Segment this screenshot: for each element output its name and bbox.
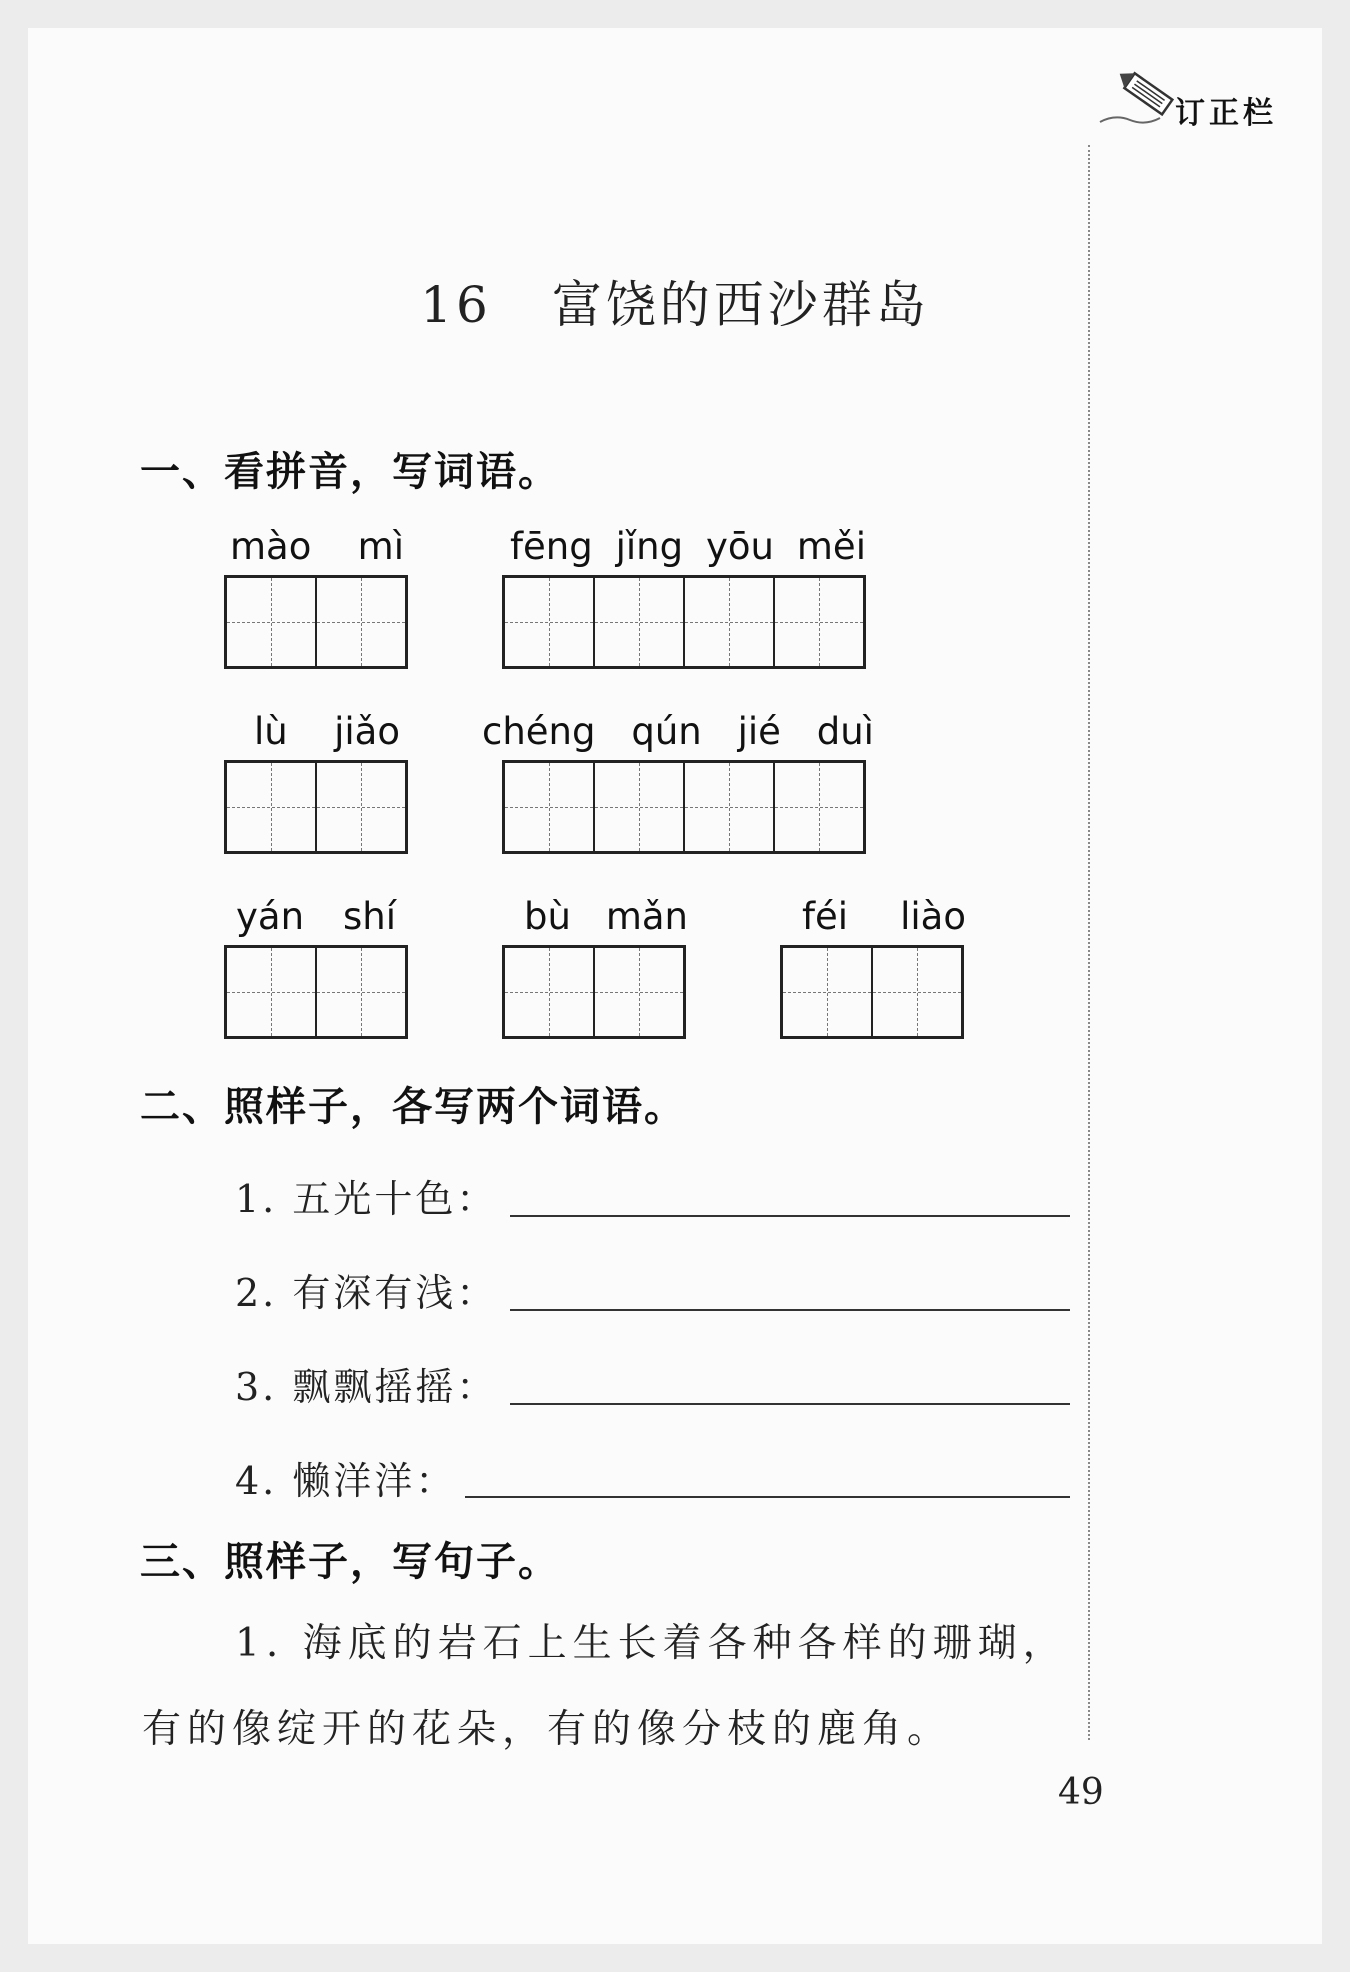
writing-box[interactable]	[593, 948, 683, 1036]
writing-box[interactable]	[871, 948, 961, 1036]
writing-grid[interactable]	[502, 575, 866, 669]
pencil-icon	[1095, 70, 1185, 130]
writing-grid[interactable]	[780, 945, 964, 1039]
pinyin-row: bù mǎn	[524, 895, 688, 938]
section-2-heading: 二、照样子，各写两个词语。	[140, 1084, 686, 1130]
item-4-label: 4. 懒洋洋：	[235, 1459, 457, 1503]
answer-line-3[interactable]	[510, 1403, 1070, 1405]
writing-box[interactable]	[593, 763, 683, 851]
writing-box[interactable]	[505, 763, 593, 851]
writing-grid[interactable]	[224, 945, 408, 1039]
pinyin-row: lù jiǎo	[254, 710, 400, 753]
writing-grid[interactable]	[224, 760, 408, 854]
pinyin-row: chéng qún jié duì	[482, 710, 874, 753]
section-1-heading: 一、看拼音，写词语。	[140, 449, 560, 495]
lesson-title	[0, 265, 1350, 337]
answer-line-2[interactable]	[510, 1309, 1070, 1311]
page-number: 49	[1058, 1772, 1104, 1813]
writing-box[interactable]	[315, 578, 405, 666]
writing-box[interactable]	[783, 948, 871, 1036]
writing-box[interactable]	[683, 578, 773, 666]
writing-box[interactable]	[227, 948, 315, 1036]
correction-column-label: 订正栏	[1175, 96, 1277, 131]
lesson-name: 富饶的西沙群岛	[551, 276, 930, 334]
writing-grid[interactable]	[502, 760, 866, 854]
pinyin-row: yán shí	[236, 895, 396, 938]
writing-box[interactable]	[505, 578, 593, 666]
writing-box[interactable]	[315, 763, 405, 851]
writing-box[interactable]	[683, 763, 773, 851]
lesson-number: 16	[420, 276, 492, 334]
correction-column-divider	[1088, 145, 1090, 1740]
example-sentence-line-1: 1. 海底的岩石上生长着各种各样的珊瑚，	[235, 1621, 1068, 1666]
answer-line-4[interactable]	[465, 1496, 1070, 1498]
writing-box[interactable]	[505, 948, 593, 1036]
pinyin-row: fēng jǐng yōu měi	[510, 525, 866, 568]
writing-grid[interactable]	[224, 575, 408, 669]
answer-line-1[interactable]	[510, 1215, 1070, 1217]
writing-grid[interactable]	[502, 945, 686, 1039]
writing-box[interactable]	[773, 763, 863, 851]
pinyin-row: féi liào	[802, 895, 966, 938]
item-1-label: 1. 五光十色：	[235, 1177, 498, 1221]
correction-column-header	[1095, 70, 1325, 140]
item-3-label: 3. 飘飘摇摇：	[235, 1365, 498, 1409]
writing-box[interactable]	[593, 578, 683, 666]
pinyin-row: mào mì	[230, 525, 404, 568]
item-2-label: 2. 有深有浅：	[235, 1271, 498, 1315]
example-sentence-line-2: 有的像绽开的花朵，有的像分枝的鹿角。	[142, 1707, 953, 1752]
writing-box[interactable]	[227, 578, 315, 666]
writing-box[interactable]	[227, 763, 315, 851]
writing-box[interactable]	[773, 578, 863, 666]
section-3-heading: 三、照样子，写句子。	[140, 1539, 560, 1585]
writing-box[interactable]	[315, 948, 405, 1036]
